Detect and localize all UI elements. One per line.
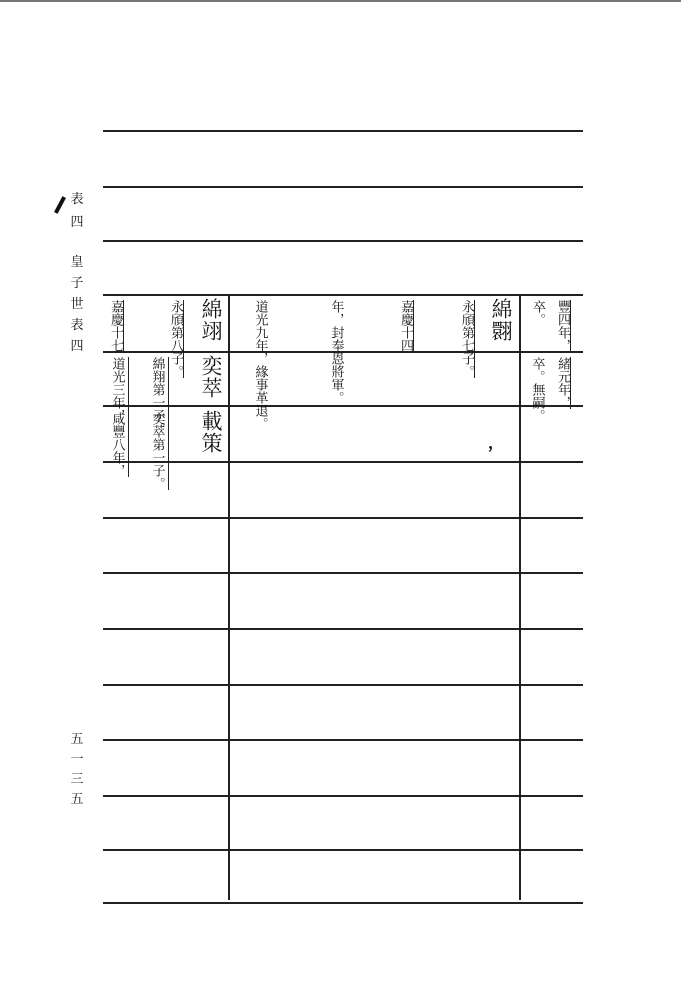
chapter-char: 表: [70, 318, 84, 333]
ink-stroke: [54, 196, 66, 214]
table-rule: [103, 739, 583, 741]
page-number-char: 一: [70, 752, 84, 767]
volume-char-2: 四: [70, 215, 84, 230]
row1-son-name: 綿翾: [489, 298, 513, 342]
row1-lineage-2: 永頎第七子。: [459, 300, 474, 378]
table-rule: [103, 130, 583, 132]
row1-fate-a: 豐四年，: [555, 300, 570, 352]
table-rule: [103, 405, 583, 407]
row2-lineage: 綿翔第一子。: [147, 357, 169, 435]
row1-event: 道光九年，緣事革退。: [252, 300, 268, 430]
table-rule: [103, 517, 583, 519]
page-number: [66, 730, 88, 810]
page-number-char: 五: [70, 792, 84, 807]
volume-char-1: 表: [70, 192, 84, 207]
table-rule: [103, 795, 583, 797]
table-rule: [103, 684, 583, 686]
row2-fate-b: 卒。無嗣。: [529, 357, 545, 422]
page-number-char: 五: [70, 732, 84, 747]
table-rule: [103, 572, 583, 574]
table-rule: [103, 461, 583, 463]
chapter-char: 子: [70, 276, 84, 291]
top-border: [0, 0, 681, 2]
table-rule: [103, 240, 583, 242]
row1-birth: 嘉慶十七: [108, 300, 123, 352]
table-bottom-rule: [103, 902, 583, 904]
column-divider: [228, 294, 230, 900]
chapter-title: [66, 252, 88, 357]
chapter-char: 皇: [70, 255, 84, 270]
volume-marker: [66, 188, 88, 230]
page-number-char: 三: [70, 772, 84, 787]
row2-birth: 道光三年，: [107, 357, 129, 422]
row2-name: 奕萃: [199, 355, 223, 399]
row1-name: 綿翊: [199, 298, 223, 342]
row1-fate-b: 卒。: [530, 300, 545, 326]
row3-lineage: 奕萃第一子。: [147, 412, 169, 490]
row1-birth-2: 嘉慶十四: [398, 300, 413, 352]
table-rule: [103, 849, 583, 851]
row1-title: 年，封奉恩將軍。: [328, 300, 344, 404]
table-rule: [103, 628, 583, 630]
table-rule: [103, 186, 583, 188]
chapter-char: 世: [70, 297, 84, 312]
row3-mark: ，: [488, 433, 505, 452]
row3-birth: 咸豐八年，: [107, 412, 129, 477]
row1-lineage: 永頎第八子。: [168, 300, 183, 378]
row2-fate-a: 緒元年，: [555, 357, 570, 409]
column-divider: [519, 294, 521, 900]
chapter-char: 四: [70, 339, 84, 354]
row3-name: 載策: [199, 410, 223, 454]
table-rule: [103, 294, 583, 296]
